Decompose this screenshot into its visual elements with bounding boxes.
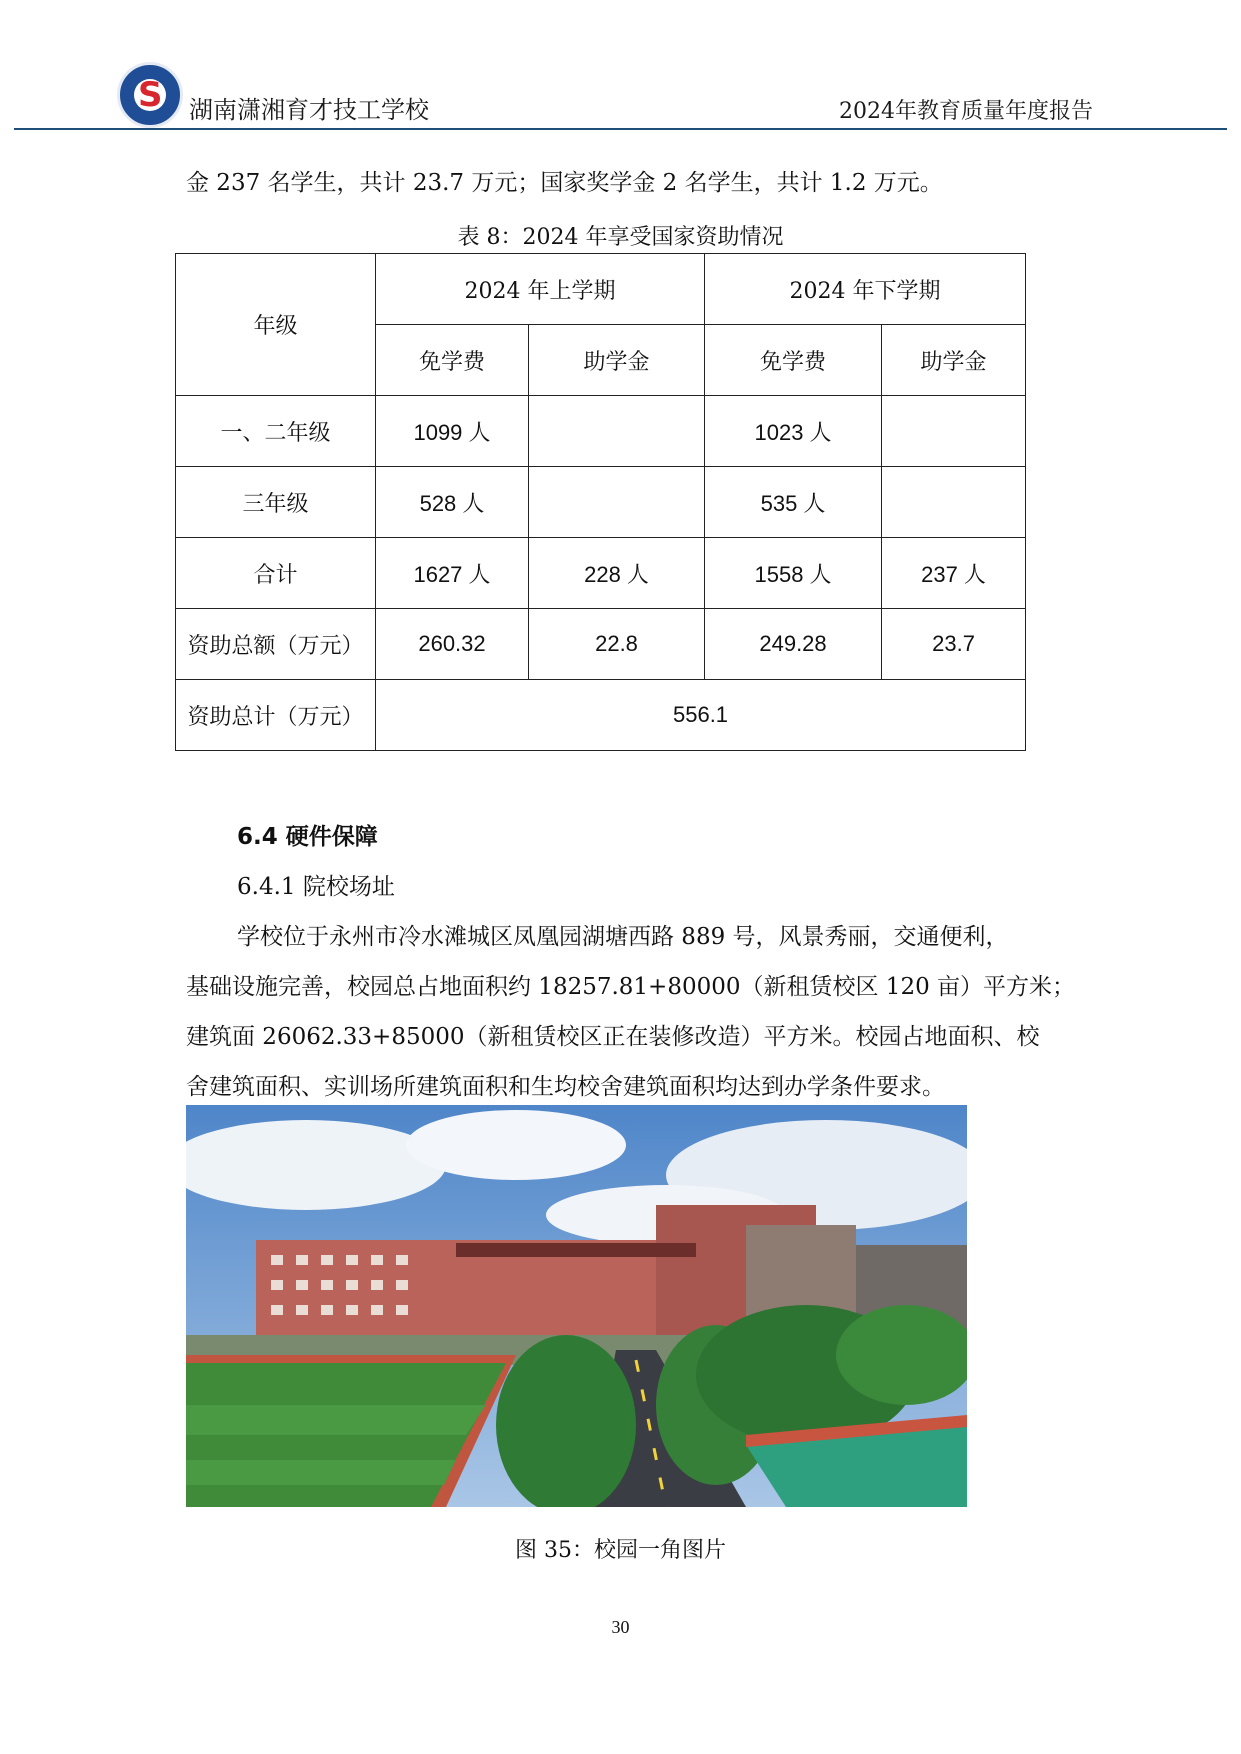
body-line: 建筑面 26062.33+85000（新租赁校区正在装修改造）平方米。校园占地面积、校	[186, 1024, 1040, 1050]
corner-cell: 年级	[176, 254, 376, 396]
body-line: 学校位于永州市冷水滩城区凤凰园湖塘西路 889 号，风景秀丽，交通便利，	[237, 924, 1009, 950]
school-logo	[117, 62, 183, 128]
term-header: 2024 年上学期	[376, 254, 705, 325]
table-cell	[529, 467, 705, 538]
table-cell: 228 人	[529, 538, 705, 609]
header-divider	[14, 128, 1227, 130]
page-number: 30	[611, 1617, 630, 1637]
table-cell: 1627 人	[376, 538, 529, 609]
subheader-cell: 免学费	[376, 325, 529, 396]
table-row	[176, 396, 1026, 467]
table-cell: 249.28	[705, 609, 882, 680]
page-header	[0, 0, 1241, 135]
table-cell: 1023 人	[705, 396, 882, 467]
school-name: 湖南潇湘育才技工学校	[189, 96, 429, 124]
subheader-cell: 免学费	[705, 325, 882, 396]
row-label: 资助总额（万元）	[176, 609, 376, 680]
row-label: 三年级	[176, 467, 376, 538]
section-heading: 6.4 硬件保障	[237, 824, 378, 850]
table-cell: 237 人	[882, 538, 1026, 609]
table-cell: 23.7	[882, 609, 1026, 680]
row-label: 合计	[176, 538, 376, 609]
total-cell: 556.1	[376, 680, 1026, 751]
table-header-row	[176, 254, 1026, 325]
term-header: 2024 年下学期	[705, 254, 1026, 325]
subheader-cell: 助学金	[882, 325, 1026, 396]
report-title: 2024年教育质量年度报告	[839, 99, 1093, 124]
table-row	[176, 467, 1026, 538]
aid-table	[175, 253, 1026, 751]
table-cell: 1558 人	[705, 538, 882, 609]
row-label: 资助总计（万元）	[176, 680, 376, 751]
figure-caption: 图 35：校园一角图片	[515, 1538, 726, 1563]
subsection-heading: 6.4.1 院校场址	[237, 874, 395, 900]
table-cell: 1099 人	[376, 396, 529, 467]
table-cell	[882, 467, 1026, 538]
table-cell	[529, 396, 705, 467]
table-cell: 260.32	[376, 609, 529, 680]
campus-photo-illustration	[186, 1105, 967, 1507]
row-label: 一、二年级	[176, 396, 376, 467]
table-total-row	[176, 680, 1026, 751]
table-row	[176, 538, 1026, 609]
campus-photo	[186, 1105, 967, 1507]
logo-emblem-icon: S	[138, 75, 163, 115]
body-line: 基础设施完善，校园总占地面积约 18257.81+80000（新租赁校区 120 亩）平方米；	[186, 974, 1076, 1000]
table-caption: 表 8：2024 年享受国家资助情况	[457, 225, 784, 250]
table-cell: 22.8	[529, 609, 705, 680]
intro-line: 金 237 名学生，共计 23.7 万元；国家奖学金 2 名学生，共计 1.2 万元。	[186, 170, 943, 196]
table-cell: 528 人	[376, 467, 529, 538]
table-cell	[882, 396, 1026, 467]
body-line: 舍建筑面积、实训场所建筑面积和生均校舍建筑面积均达到办学条件要求。	[186, 1074, 945, 1100]
subheader-cell: 助学金	[529, 325, 705, 396]
table-cell: 535 人	[705, 467, 882, 538]
table-row	[176, 609, 1026, 680]
